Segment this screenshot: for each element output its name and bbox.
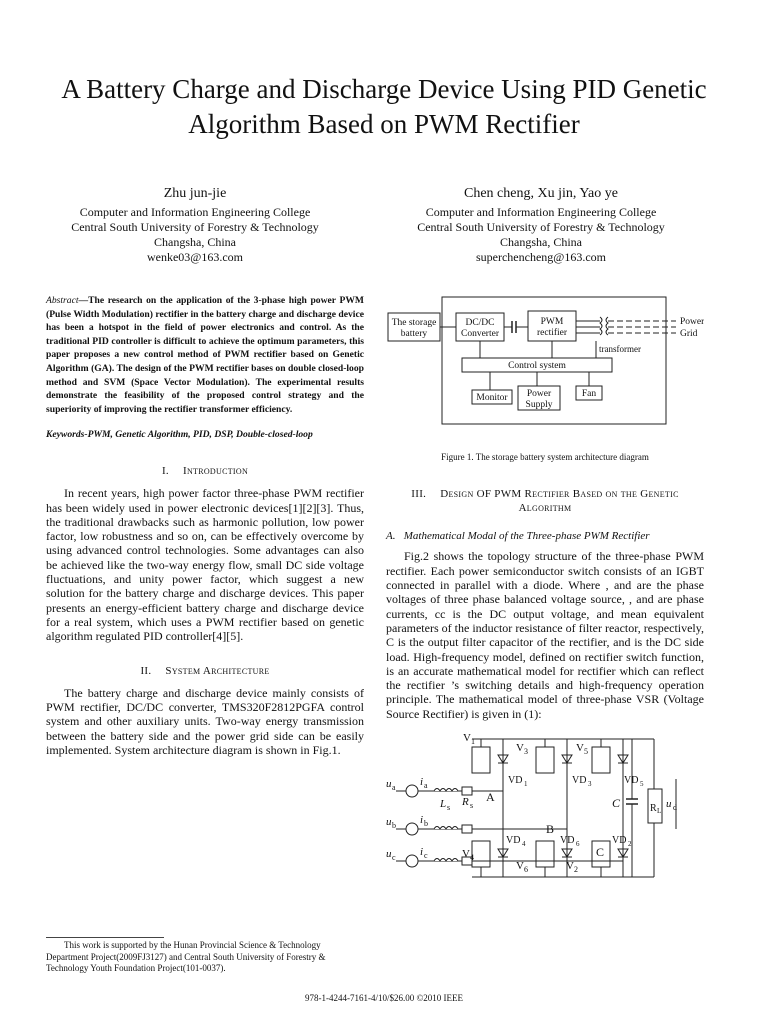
label-vd3-sub: 3 [588, 780, 592, 789]
label-v3: V [516, 742, 524, 755]
keywords-text: PWM, Genetic Algorithm, PID, DSP, Double-closed-loop [87, 429, 313, 441]
label-ia: i [420, 776, 424, 789]
figure-2-circuit-diagram [386, 729, 704, 891]
section-heading-system-architecture: II. System Architecture [140, 664, 270, 677]
dcdc-converter-label: Converter [461, 329, 499, 339]
transformer-coil-icon [606, 317, 608, 335]
footnote-text: This work is supported by the Hunan Provincial Science & Technology Department Project(2009FJ3127) and Central South University of Forestry & Technology Youth Foundation Project(101-0037). [46, 940, 326, 973]
label-ib: i [420, 814, 424, 827]
label-ud: u [666, 798, 672, 811]
label-uc-sub: c [392, 853, 396, 863]
label-vd6: VD [560, 835, 575, 847]
label-node-a: A [486, 790, 495, 805]
label-v3-sub: 3 [524, 747, 528, 757]
label-vd6-sub: 6 [576, 840, 580, 849]
footnote [46, 940, 364, 975]
keywords [46, 428, 364, 442]
label-v2-sub: 2 [574, 865, 578, 875]
abstract [46, 294, 364, 416]
author-name: Chen cheng, Xu jin, Yao ye [464, 186, 618, 201]
resistor-icon [462, 825, 472, 833]
subsection-heading: A. Mathematical Modal of the Three-phase PWM Rectifier [386, 530, 650, 543]
author-name: Zhu jun-jie [163, 186, 227, 201]
label-uc: u [386, 848, 392, 861]
power-grid-label: Power [680, 317, 704, 327]
label-ib-sub: b [424, 819, 428, 829]
section-heading-introduction: I. Introduction [161, 464, 249, 477]
label-vd2: VD [612, 835, 627, 847]
label-ls-sub: s [447, 803, 451, 813]
label-ls: L [440, 798, 447, 811]
ac-source-icon [406, 855, 418, 867]
label-vd1-sub: 1 [524, 780, 528, 789]
power-supply-label: Supply [525, 400, 553, 410]
monitor-label: Monitor [476, 393, 508, 403]
section-heading-design: III. Design OF PWM Rectifier Based on the Genetic Algorithm [411, 487, 679, 514]
transformer-label: transformer [599, 344, 641, 354]
label-vd5: VD [624, 775, 639, 787]
author-affiliation: Central South University of Forestry & Technology [417, 220, 665, 234]
ac-source-icon [406, 823, 418, 835]
left-column [46, 294, 364, 757]
label-rs-sub: s [470, 801, 474, 811]
author-city: Changsha, China [500, 235, 582, 249]
system-architecture-paragraph: The battery charge and discharge device mainly consists of PWM rectifier, DC/DC converter, TMS320F2812PGFA control system and other auxiliary units. Two-way energy transmission between the battery side and the power grid side can be easily implemented. System architecture diagram is shown in Fig.1. [46, 685, 364, 757]
ac-source-icon [406, 785, 418, 797]
figure-1-diagram [386, 294, 704, 429]
label-v6: V [516, 860, 524, 873]
label-v1: V [463, 732, 471, 745]
inductor-icon [434, 859, 458, 862]
upper-switch-group [472, 739, 628, 861]
resistor-icon [462, 787, 472, 795]
author-affiliation: Central South University of Forestry & Technology [71, 220, 319, 234]
label-ic-sub: c [424, 851, 428, 861]
label-ub: u [386, 816, 392, 829]
label-ia-sub: a [424, 781, 428, 791]
label-node-b: B [546, 822, 555, 837]
power-grid-label: Grid [680, 329, 698, 339]
author-affiliation: Computer and Information Engineering College [425, 205, 657, 219]
label-rs: R [462, 796, 469, 809]
label-v5-sub: 5 [584, 747, 588, 757]
author-email: wenke03@163.com [146, 250, 244, 264]
footnote-rule [46, 937, 164, 938]
pwm-rectifier-label: PWM [540, 317, 564, 327]
storage-battery-label: The storage [391, 318, 437, 328]
label-ua-sub: a [392, 783, 396, 793]
label-vd4: VD [506, 835, 521, 847]
design-paragraph: Fig.2 shows the topology structure of the three-phase PWM rectifier. Each power semiconductor switch consists of an IGBT connected in parallel with a diode. Where , and are the phase voltages of three phase balanced voltage source, , and are phase currents, cc is the DC output voltage, and mean equivalent parameters of the inductor resistance of filter reactor, respectively, C is the output filter capacitor of the rectifier, and is the DC side load. High-frequency model, defined on rectifier switch function, is an accurate mathematical model for rectifier which can reflect the rectifier ’s switching details and high-frequency operation principle. The mathematical model of three-phase VSR (Voltage Source Rectifier) is given in (1): [386, 549, 704, 721]
power-supply-label: Power [526, 389, 552, 399]
keywords-lead: Keywords- [46, 429, 88, 441]
author-email: superchencheng@163.com [475, 250, 606, 264]
label-vd1: VD [508, 775, 523, 787]
author-city: Changsha, China [154, 235, 236, 249]
control-system-label: Control system [508, 361, 566, 371]
right-column [386, 294, 704, 894]
label-vd2-sub: 2 [628, 840, 632, 849]
label-v4-sub: 4 [470, 853, 474, 863]
lower-switch-group [472, 829, 628, 877]
author-affiliation: Computer and Information Engineering College [79, 205, 311, 219]
label-ua: u [386, 778, 392, 791]
label-v4: V [462, 848, 470, 861]
page-footer: 978-1-4244-7161-4/10/$26.00 ©2010 IEEE [304, 993, 464, 1003]
introduction-paragraph: In recent years, high power factor three-phase PWM rectifier has been widely used in power electronic devices[1][2][3]. Thus, the traditional drawbacks such as harmonic pollution, low power factor, low robustness and so on, can be effectively overcome by using advanced control technologies. Some advantages can also be achieved like the two-way energy flow, small DC side voltage fluctuations, and unity power factor, which suggest a new solution for the battery charge and discharge devices. This paper presents an energy-efficient battery charge and discharge device for a real system, which uses a PWM rectifier based on genetic algorithm regulated PID controller[4][5]. [46, 486, 364, 644]
inductor-icon [434, 827, 458, 830]
transformer-coil-icon [600, 317, 602, 335]
dcdc-converter-label: DC/DC [465, 318, 495, 328]
abstract-lead: Abstract [46, 295, 79, 306]
label-capacitor: C [612, 796, 621, 811]
label-rl: R [650, 803, 657, 815]
label-v2: V [566, 860, 574, 873]
inductor-icon [434, 789, 458, 792]
figure-1-caption: Figure 1. The storage battery system architecture diagram [441, 452, 649, 463]
label-v1-sub: 1 [471, 737, 475, 747]
fan-label: Fan [581, 389, 597, 399]
pwm-rectifier-label: rectifier [536, 328, 568, 338]
label-vd4-sub: 4 [522, 840, 526, 849]
label-ub-sub: b [392, 821, 396, 831]
author-block-left [30, 185, 360, 265]
label-ic: i [420, 846, 424, 859]
label-node-c: C [596, 845, 605, 860]
label-vd3: VD [572, 775, 587, 787]
author-block-right [376, 185, 706, 265]
label-vd5-sub: 5 [640, 780, 644, 789]
label-v5: V [576, 742, 584, 755]
label-ud-sub: d [673, 803, 677, 813]
storage-battery-label: battery [400, 329, 428, 339]
label-v6-sub: 6 [524, 865, 528, 875]
label-rl-sub: L [657, 807, 662, 816]
paper-title: A Battery Charge and Discharge Device Using PID Genetic Algorithm Based on PWM Rectifier [61, 74, 707, 139]
abstract-text: —The research on the application of the 3-phase high power PWM (Pulse Width Modulation) rectifier in the battery charge and discharge device has been a hotspot in the field of power electronics and control. As the traditional PID controller is difficult to achieve the optimum parameters, this paper proposes a new control method of PWM rectifier based on Genetic Algorithm (GA). The design of the PWM rectifier bases on double closed-loop method and SVM (Space Vector Modulation). The experimental results demonstrate the feasibility of the proposed control strategy and the superiority of improving the rectifier transformer efficiency. [46, 295, 364, 415]
